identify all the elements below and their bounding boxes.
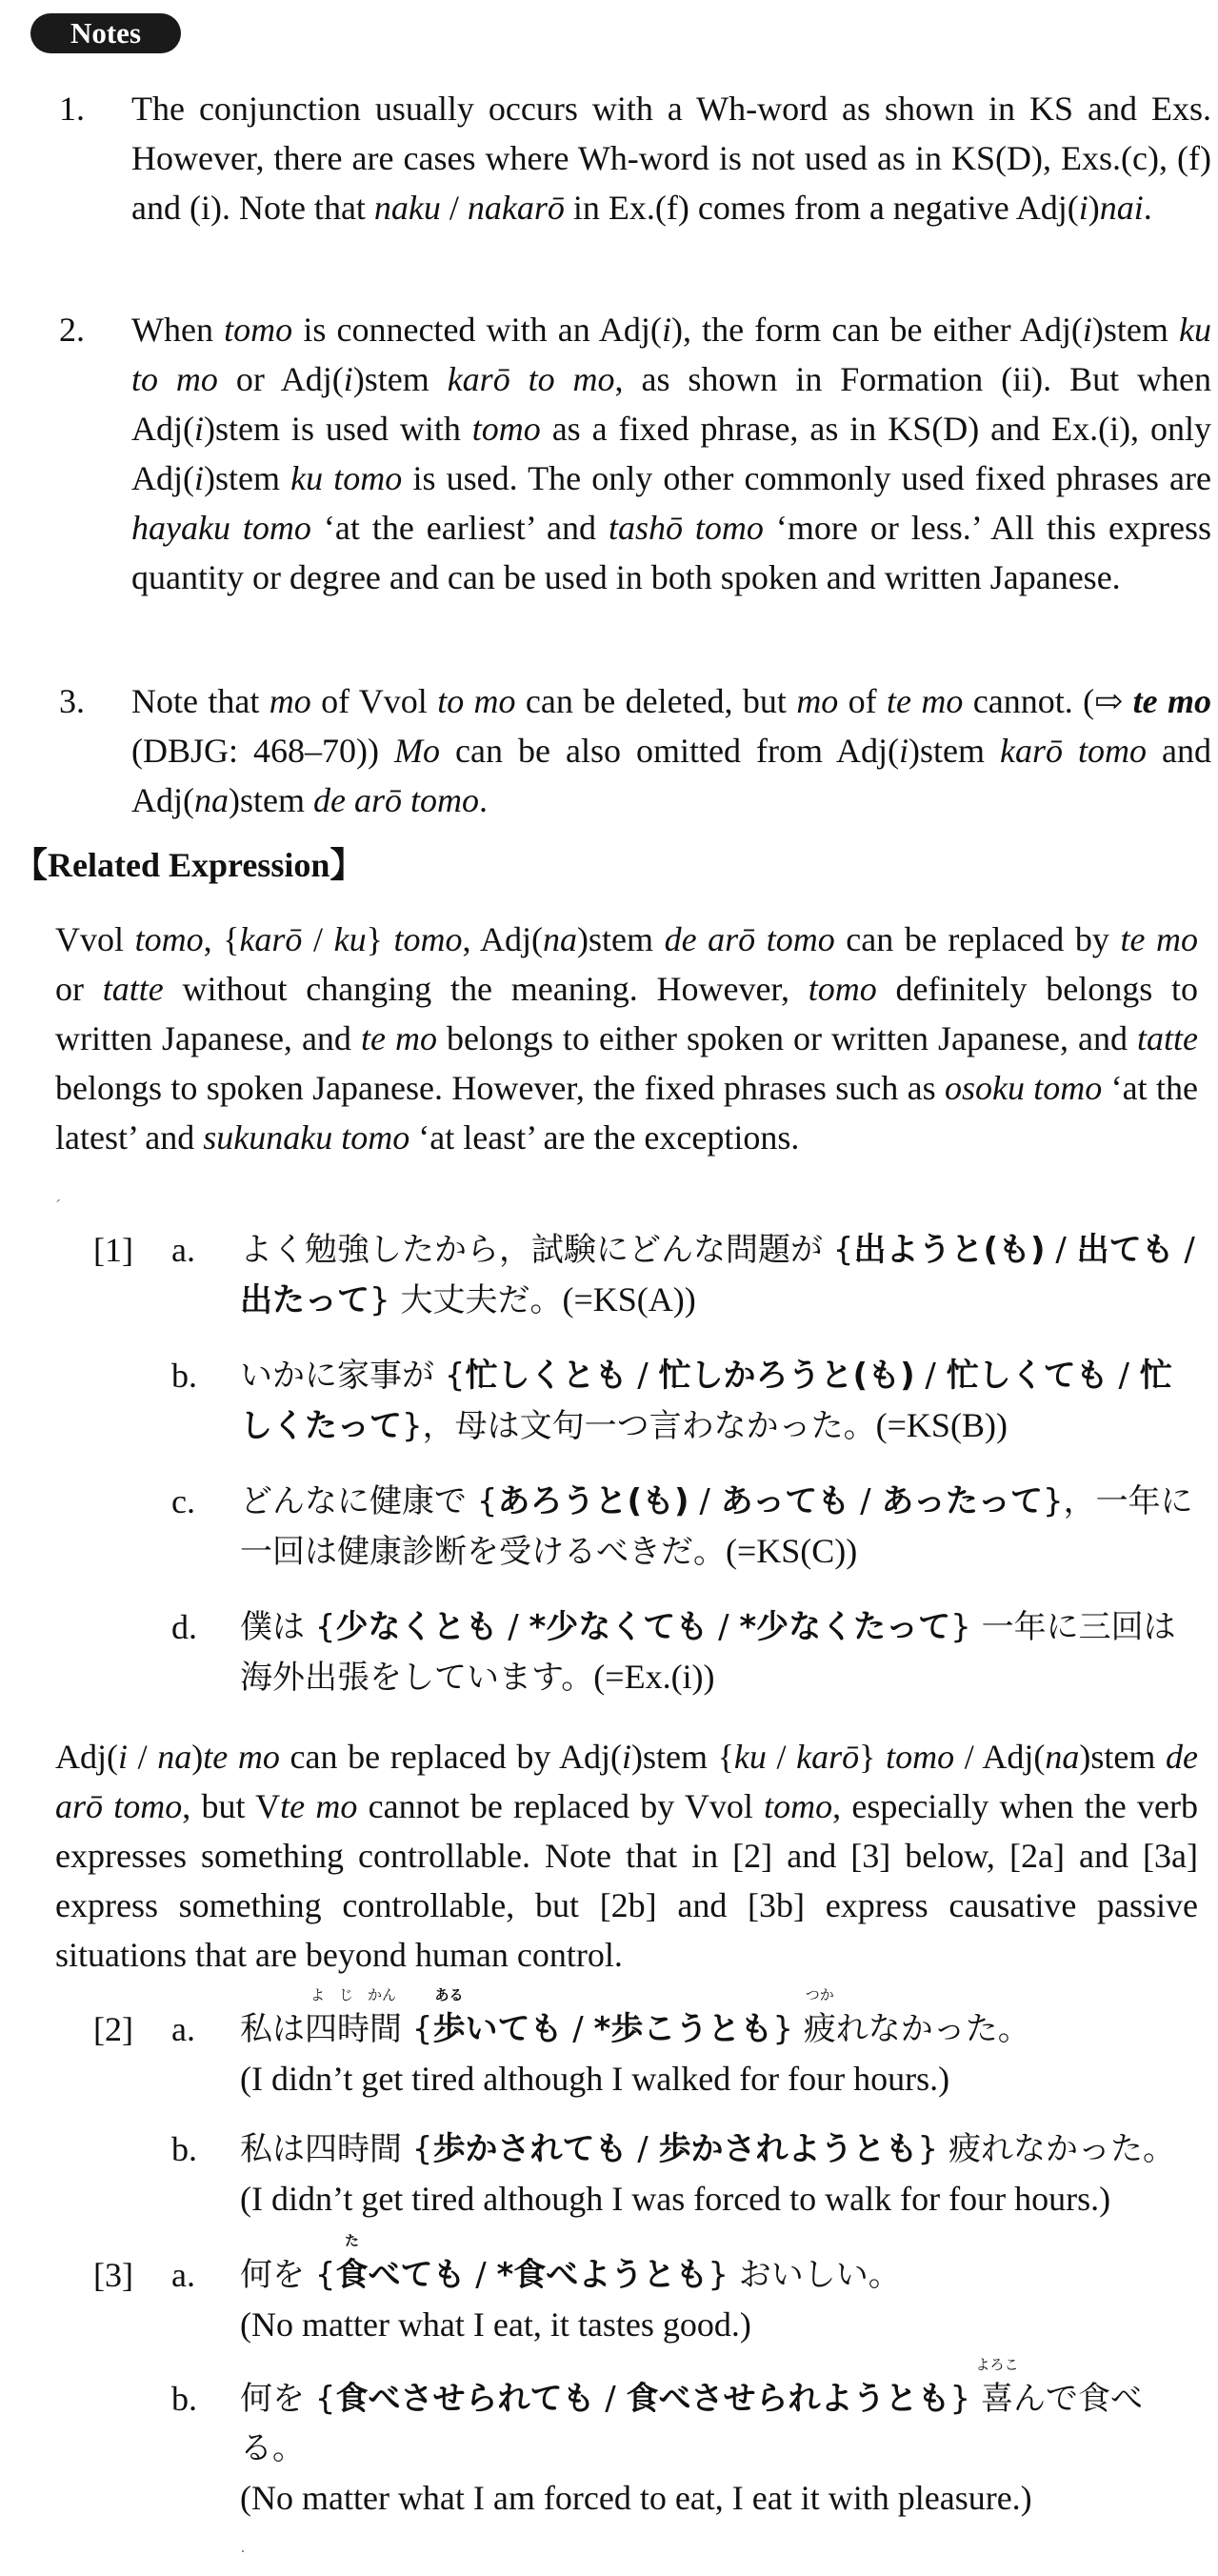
related-expression-heading: 【Related Expression】 [13, 846, 365, 884]
example-letter: a. [171, 1231, 195, 1269]
example-letter: b. [171, 2380, 197, 2418]
example-letter: b. [171, 1357, 197, 1395]
example-sentence: 私は四時間 {歩かされても / 歩かされようとも} 疲れなかった。 [240, 2130, 1175, 2168]
example-letter: b. [171, 2130, 197, 2168]
example-letter: a. [171, 2256, 195, 2294]
example-sentence: いかに家事が {忙しくとも / 忙しかろうと(も) / 忙しくても / 忙しくたって}，母は文句一つ言わなかった。(=KS(B)) [240, 1357, 1172, 1445]
example-letter: c. [171, 1482, 195, 1520]
example-sentence: どんなに健康で {あろうと(も) / あっても / あったって}，一年に一回は健康診断を受けるべきだ。(=KS(C)) [240, 1482, 1193, 1571]
notes-badge: Notes [30, 13, 181, 53]
related-paragraph-1: Vvol tomo, {karō / ku} tomo, Adj(na)stem de arō tomo can be replaced by te mo or tatte without changing the meaning. However, tomo definitely belongs to written Japanese, and te mo belongs to either spoken or written Japanese, and tatte belongs to spoken Japanese. However, the fixed phrases such as osoku tomo ‘at the latest’ and sukunaku tomo ‘at least’ are the exceptions. [55, 920, 1198, 1157]
example-translation: (I didn’t get tired although I was forced to walk for four hours.) [240, 2180, 1111, 2218]
example-3 [0, 2232, 1218, 2536]
example-sentence: 何を {食べさせられても / 食べさせられようとも} 喜 よろこ んで食べる。 [240, 2356, 1143, 2467]
example-sentence: 僕は {少なくとも / *少なくても / *少なくたって} 一年に三回は海外出張をしています。(=Ex.(i)) [240, 1608, 1176, 1697]
note-number: 2. [59, 311, 85, 349]
scan-mark: · [240, 2542, 246, 2561]
example-sentence: 何を {食 た べても / *食べようとも} おいしい。 [240, 2232, 901, 2294]
scan-mark: ˊ [55, 1197, 61, 1216]
example-number: [3] [93, 2256, 133, 2294]
example-sentence: 私は四時間 よ じ かん {歩 ある いても / *歩こうとも} 疲 つか れなかった。 [240, 1986, 1030, 2048]
note-number: 1. [59, 90, 85, 128]
example-number: [1] [93, 1231, 133, 1269]
note-number: 3. [59, 682, 85, 720]
example-2 [0, 1986, 1218, 2233]
example-sentence: よく勉強したから，試験にどんな問題が {出ようと(も) / 出ても / 出たって} 大丈夫だ。(=KS(A)) [240, 1231, 1195, 1319]
arrow-icon: ⇨ [1094, 682, 1124, 720]
example-letter: a. [171, 2010, 195, 2048]
example-translation: (No matter what I am forced to eat, I eat it with pleasure.) [240, 2479, 1032, 2517]
example-number: [2] [93, 2010, 133, 2048]
example-translation: (I didn’t get tired although I walked for four hours.) [240, 2060, 950, 2098]
example-1 [0, 1225, 1218, 1701]
example-letter: d. [171, 1608, 197, 1646]
related-paragraph-2: Adj(i / na)te mo can be replaced by Adj(i)stem {ku / karō} tomo / Adj(na)stem de arō tomo, but Vte mo cannot be replaced by Vvol tomo, especially when the verb expresses something controllable. Note that in [2] and [3] below, [2a] and [3a] express something controllable, but [2b] and [3b] express causative passive situations that are beyond human control. [55, 1738, 1198, 1974]
note-text: When tomo is connected with an Adj(i), the form can be either Adj(i)stem ku to mo or Adj(i)stem karō to mo, as shown in Formation (ii). But when Adj(i)stem is used with tomo as a fixed phrase, as in KS(D) and Ex.(i), only Adj(i)stem ku tomo is used. The only other commonly used fixed phrases are hayaku tomo ‘at the earliest’ and tashō tomo ‘more or less.’ All this express quantity or degree and can be used in both spoken and written Japanese. [131, 311, 1211, 596]
note-text: The conjunction usually occurs with a Wh-word as shown in KS and Exs. However, there are cases where Wh-word is not used as in KS(D), Exs.(c), (f) and (i). Note that naku / nakarō in Ex.(f) comes from a negative Adj(i)nai. [131, 90, 1211, 227]
note-text: Note that mo of Vvol to mo can be deleted, but mo of te mo cannot. (⇨ te mo (DBJG: 468–70)) Mo can be also omitted from Adj(i)stem karō tomo and Adj(na)stem de arō tomo. [131, 682, 1212, 819]
example-translation: (No matter what I eat, it tastes good.) [240, 2305, 751, 2344]
